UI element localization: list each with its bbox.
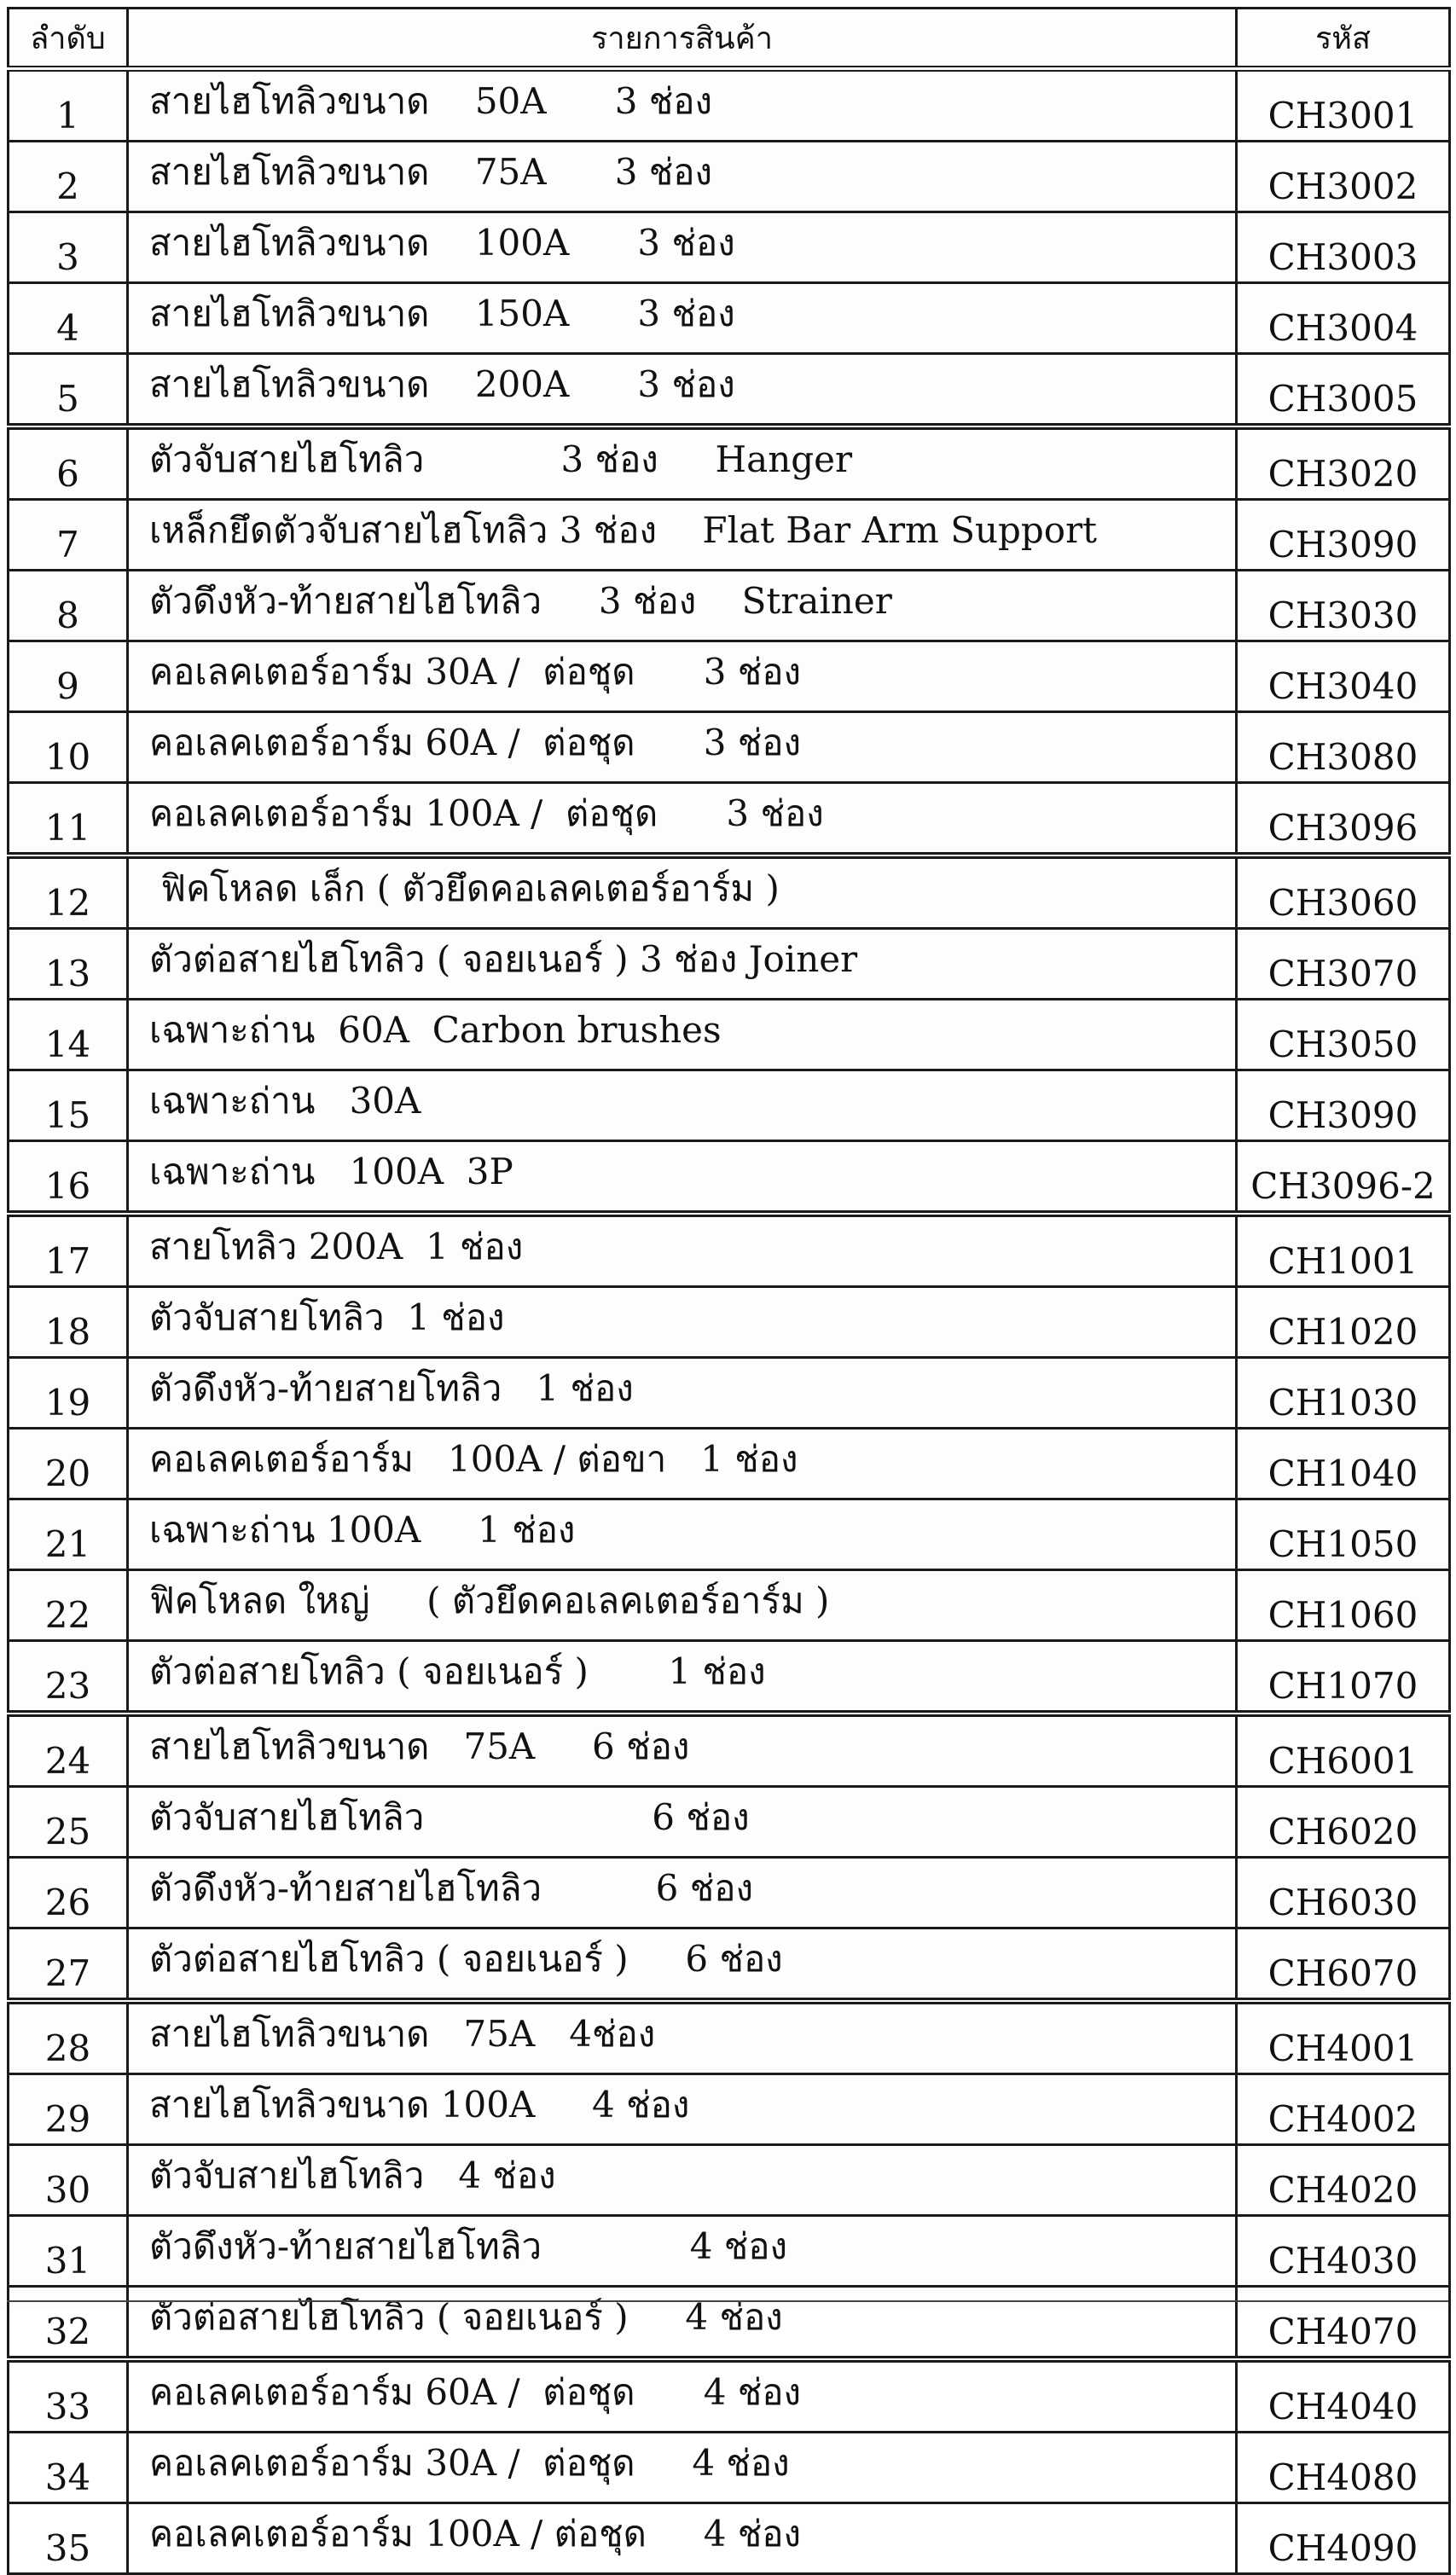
- table-row: [9, 1570, 1450, 1641]
- table-row: [9, 500, 1450, 571]
- table-row: [9, 1499, 1450, 1570]
- product-code: CH3040: [1237, 641, 1450, 712]
- table-row: [9, 1287, 1450, 1358]
- product-code: CH3060: [1237, 855, 1450, 929]
- row-number: 7: [9, 500, 128, 571]
- product-code: CH3070: [1237, 929, 1450, 1000]
- table-row: [9, 212, 1450, 283]
- table-header: [9, 9, 1450, 69]
- product-name: ตัวจับสายไฮโทลิว 4 ช่อง: [128, 2145, 1237, 2216]
- product-name: สายไฮโทลิวขนาด 50A 3 ช่อง: [128, 69, 1237, 142]
- product-name: ฟิคโหลด ใหญ่ ( ตัวยึดคอเลคเตอร์อาร์ม ): [128, 1570, 1237, 1641]
- table-row: [9, 1858, 1450, 1928]
- table-row: [9, 2216, 1450, 2287]
- product-code: CH1030: [1237, 1358, 1450, 1429]
- product-code: CH4020: [1237, 2145, 1450, 2216]
- product-code: CH3090: [1237, 500, 1450, 571]
- row-number: 2: [9, 142, 128, 212]
- product-code: CH4070: [1237, 2287, 1450, 2360]
- product-code: CH3050: [1237, 1000, 1450, 1070]
- table-row: [9, 1358, 1450, 1429]
- table-row: [9, 283, 1450, 354]
- table-row: [9, 2145, 1450, 2216]
- product-table: [7, 7, 1451, 2575]
- product-code: CH1060: [1237, 1570, 1450, 1641]
- product-name: คอเลคเตอร์อาร์ม 100A / ต่อชุด 3 ช่อง: [128, 783, 1237, 856]
- product-name: คอเลคเตอร์อาร์ม 100A / ต่อชุด 4 ช่อง: [128, 2503, 1237, 2574]
- product-code: CH3003: [1237, 212, 1450, 283]
- product-name: คอเลคเตอร์อาร์ม 100A / ต่อขา 1 ช่อง: [128, 1429, 1237, 1499]
- product-name: ตัวต่อสายไฮโทลิว ( จอยเนอร์ ) 3 ช่อง Joiner: [128, 929, 1237, 1000]
- product-code: CH4040: [1237, 2359, 1450, 2433]
- table-row: [9, 1787, 1450, 1858]
- product-name: คอเลคเตอร์อาร์ม 60A / ต่อชุด 4 ช่อง: [128, 2359, 1237, 2433]
- product-name: ตัวดึงหัว-ท้ายสายไฮโทลิว 6 ช่อง: [128, 1858, 1237, 1928]
- product-name: คอเลคเตอร์อาร์ม 30A / ต่อชุด 3 ช่อง: [128, 641, 1237, 712]
- row-number: 18: [9, 1287, 128, 1358]
- row-number: 3: [9, 212, 128, 283]
- product-code: CH1050: [1237, 1499, 1450, 1570]
- row-number: 34: [9, 2433, 128, 2503]
- product-code: CH4080: [1237, 2433, 1450, 2503]
- product-code: CH3090: [1237, 1070, 1450, 1141]
- row-number: 13: [9, 929, 128, 1000]
- product-name: สายไฮโทลิวขนาด 75A 3 ช่อง: [128, 142, 1237, 212]
- product-code: CH6001: [1237, 1714, 1450, 1787]
- table-row: [9, 641, 1450, 712]
- product-name: เหล็กยึดตัวจับสายไฮโทลิว 3 ช่อง Flat Bar Arm Support: [128, 500, 1237, 571]
- product-code: CH1001: [1237, 1214, 1450, 1287]
- product-code: CH3030: [1237, 571, 1450, 641]
- product-code: CH6020: [1237, 1787, 1450, 1858]
- product-name: ตัวต่อสายโทลิว ( จอยเนอร์ ) 1 ช่อง: [128, 1641, 1237, 1714]
- product-name: ตัวดึงหัว-ท้ายสายโทลิว 1 ช่อง: [128, 1358, 1237, 1429]
- product-code: CH1020: [1237, 1287, 1450, 1358]
- table-row: [9, 354, 1450, 427]
- product-name: เฉพาะถ่าน 60A Carbon brushes: [128, 1000, 1237, 1070]
- table-row: [9, 1070, 1450, 1141]
- table-row: [9, 142, 1450, 212]
- table-row: [9, 1141, 1450, 1215]
- table-row: [9, 1714, 1450, 1787]
- product-code: CH3080: [1237, 712, 1450, 783]
- row-number: 32: [9, 2287, 128, 2360]
- row-number: 14: [9, 1000, 128, 1070]
- product-name: ตัวจับสายโทลิว 1 ช่อง: [128, 1287, 1237, 1358]
- product-code: CH6030: [1237, 1858, 1450, 1928]
- table-row: [9, 426, 1450, 500]
- row-number: 15: [9, 1070, 128, 1141]
- table-row: [9, 1214, 1450, 1287]
- row-number: 19: [9, 1358, 128, 1429]
- product-code: CH3001: [1237, 69, 1450, 142]
- product-name: เฉพาะถ่าน 30A: [128, 1070, 1237, 1141]
- product-name: สายไฮโทลิวขนาด 75A 4ช่อง: [128, 2001, 1237, 2074]
- product-name: ตัวจับสายไฮโทลิว 3 ช่อง Hanger: [128, 426, 1237, 500]
- table-row: [9, 1000, 1450, 1070]
- row-number: 26: [9, 1858, 128, 1928]
- row-number: 11: [9, 783, 128, 856]
- table-row: [9, 2074, 1450, 2145]
- product-name: สายไฮโทลิวขนาด 100A 4 ช่อง: [128, 2074, 1237, 2145]
- product-name: เฉพาะถ่าน 100A 3P: [128, 1141, 1237, 1215]
- product-name: คอเลคเตอร์อาร์ม 60A / ต่อชุด 3 ช่อง: [128, 712, 1237, 783]
- product-code: CH3002: [1237, 142, 1450, 212]
- table-row: [9, 2001, 1450, 2074]
- product-code: CH3096: [1237, 783, 1450, 856]
- product-code: CH4002: [1237, 2074, 1450, 2145]
- header-code: รหัส: [1237, 9, 1450, 69]
- row-number: 9: [9, 641, 128, 712]
- row-number: 30: [9, 2145, 128, 2216]
- row-number: 21: [9, 1499, 128, 1570]
- product-name: ตัวจับสายไฮโทลิว 6 ช่อง: [128, 1787, 1237, 1858]
- product-name: สายไฮโทลิวขนาด 75A 6 ช่อง: [128, 1714, 1237, 1787]
- table-row: [9, 855, 1450, 929]
- product-name: ตัวดึงหัว-ท้ายสายไฮโทลิว 3 ช่อง Strainer: [128, 571, 1237, 641]
- table-row: [9, 1429, 1450, 1499]
- table-row: [9, 929, 1450, 1000]
- row-number: 5: [9, 354, 128, 427]
- row-number: 35: [9, 2503, 128, 2574]
- product-code: CH3004: [1237, 283, 1450, 354]
- product-code: CH4001: [1237, 2001, 1450, 2074]
- row-number: 12: [9, 855, 128, 929]
- product-code: CH4030: [1237, 2216, 1450, 2287]
- product-name: เฉพาะถ่าน 100A 1 ช่อง: [128, 1499, 1237, 1570]
- table-body: [9, 69, 1450, 2574]
- product-name: สายไฮโทลิวขนาด 150A 3 ช่อง: [128, 283, 1237, 354]
- row-number: 1: [9, 69, 128, 142]
- row-number: 31: [9, 2216, 128, 2287]
- table-row: [9, 571, 1450, 641]
- product-code: CH4090: [1237, 2503, 1450, 2574]
- table-row: [9, 2503, 1450, 2574]
- row-number: 28: [9, 2001, 128, 2074]
- product-name: คอเลคเตอร์อาร์ม 30A / ต่อชุด 4 ช่อง: [128, 2433, 1237, 2503]
- row-number: 22: [9, 1570, 128, 1641]
- product-code: CH3020: [1237, 426, 1450, 500]
- header-name: รายการสินค้า: [128, 9, 1237, 69]
- row-number: 17: [9, 1214, 128, 1287]
- row-number: 10: [9, 712, 128, 783]
- row-number: 24: [9, 1714, 128, 1787]
- product-code: CH3096-2: [1237, 1141, 1450, 1215]
- table-row: [9, 2433, 1450, 2503]
- row-number: 29: [9, 2074, 128, 2145]
- row-number: 23: [9, 1641, 128, 1714]
- product-name: สายไฮโทลิวขนาด 200A 3 ช่อง: [128, 354, 1237, 427]
- table-row: [9, 69, 1450, 142]
- row-number: 4: [9, 283, 128, 354]
- table-row: [9, 712, 1450, 783]
- product-code: CH6070: [1237, 1928, 1450, 2002]
- product-name: ตัวต่อสายไฮโทลิว ( จอยเนอร์ ) 4 ช่อง: [128, 2287, 1237, 2360]
- row-number: 25: [9, 1787, 128, 1858]
- product-name: สายโทลิว 200A 1 ช่อง: [128, 1214, 1237, 1287]
- header-no: ลำดับ: [9, 9, 128, 69]
- product-name: สายไฮโทลิวขนาด 100A 3 ช่อง: [128, 212, 1237, 283]
- table-row: [9, 1641, 1450, 1714]
- row-number: 33: [9, 2359, 128, 2433]
- table-row: [9, 783, 1450, 856]
- table-row: [9, 1928, 1450, 2002]
- row-number: 20: [9, 1429, 128, 1499]
- table-row: [9, 2287, 1450, 2360]
- row-number: 27: [9, 1928, 128, 2002]
- table-row: [9, 2359, 1450, 2433]
- product-name: ตัวดึงหัว-ท้ายสายไฮโทลิว 4 ช่อง: [128, 2216, 1237, 2287]
- row-number: 16: [9, 1141, 128, 1215]
- product-code: CH1070: [1237, 1641, 1450, 1714]
- product-name: ตัวต่อสายไฮโทลิว ( จอยเนอร์ ) 6 ช่อง: [128, 1928, 1237, 2002]
- product-code: CH1040: [1237, 1429, 1450, 1499]
- row-number: 6: [9, 426, 128, 500]
- product-name: ฟิคโหลด เล็ก ( ตัวยึดคอเลคเตอร์อาร์ม ): [128, 855, 1237, 929]
- header-row: [9, 9, 1450, 69]
- row-number: 8: [9, 571, 128, 641]
- product-code: CH3005: [1237, 354, 1450, 427]
- bottom-rule: [7, 2300, 1448, 2302]
